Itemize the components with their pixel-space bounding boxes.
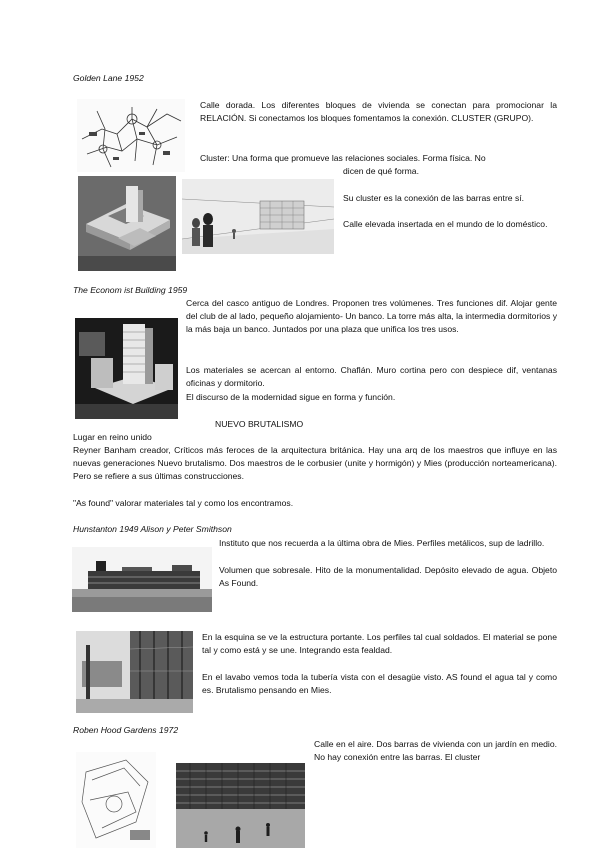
economist-paragraph-3: El discurso de la modernidad sigue en forma y función. [186,392,396,402]
hunstanton-paragraph-4: En el lavabo vemos toda la tubería vista con el desagüe visto. AS found el agua tal y como es. Brutalismo pensando en Mies. [202,672,557,696]
robin-hood-courtyard-photo [176,763,305,848]
hunstanton-paragraph-2: Volumen que sobresale. Hito de la monumentalidad. Depósito elevado de agua. Objeto As Found. [219,565,557,589]
heading-hunstanton: Hunstanton 1949 Alison y Peter Smithson [73,524,232,534]
economist-paragraph-2: Los materiales se acercan al entorno. Chaflán. Muro cortina pero con despiece dif, ventanas oficinas y dormitorio. [186,365,557,389]
robin-hood-site-drawing [76,752,156,848]
brutalismo-location: Lugar en reino unido [73,432,152,442]
brutalismo-as-found: "As found" valorar materiales tal y como los encontramos. [73,498,294,508]
golden-lane-paragraph-2b: dicen de qué forma. [343,166,419,176]
golden-lane-model-photo [78,176,176,271]
golden-lane-paragraph-3: Su cluster es la conexión de las barras entre sí. [343,193,525,203]
heading-nuevo-brutalismo: NUEVO BRUTALISMO [215,419,304,429]
economist-paragraph-1: Cerca del casco antiguo de Londres. Proponen tres volúmenes. Tres funciones dif. Alojar gente del club de al lado, pequeño alojamiento- Un banco. La torre más alta, la intermedia dormitorios y la más baja un banco. Juntados por una plaza que unifica los tres usos. [186,298,557,335]
robin-hood-paragraph-1: Calle en el aire. Dos barras de vivienda con un jardín en medio. No hay conexión entre las barras. El cluster [314,739,557,763]
golden-lane-paragraph-2a: Cluster: Una forma que promueve las relaciones sociales. Forma física. No [200,153,486,163]
brutalismo-paragraph-1: Reyner Banham creador, Críticos más feroces de la arquitectura británica. Hay una arq de los maestros que influye en las nuevas generaciones Nuevo brutalismo. Dos maestros de le corbusier (unite y hormigón) y Mies (producción norteamericana). Pero se refiere a sus últimas construcciones. [73,445,557,482]
golden-lane-site-plan-image [77,99,185,172]
golden-lane-paragraph-4: Calle elevada insertada en el mundo de lo doméstico. [343,219,548,229]
economist-building-model-photo [75,318,178,419]
hunstanton-school-photo [72,547,212,612]
heading-robin-hood-gardens: Roben Hood Gardens 1972 [73,725,179,735]
golden-lane-paragraph-1: Calle dorada. Los diferentes bloques de vivienda se conectan para promocionar la RELACIÓN. Si conectamos los bloques fomentamos la conexión. CLUSTER (GRUPO). [200,100,557,124]
hunstanton-corner-structure-photo [76,631,193,713]
heading-economist-building: The Econom ist Building 1959 [73,285,188,295]
hunstanton-paragraph-1: Instituto que nos recuerda a la última obra de Mies. Perfiles metálicos, sup de ladrillo. [219,538,545,548]
hunstanton-paragraph-3: En la esquina se ve la estructura portante. Los perfiles tal cual soldados. El material se pone tal y como está y se une. Integrando esta fealdad. [202,632,557,656]
heading-golden-lane: Golden Lane 1952 [73,73,144,83]
golden-lane-street-deck-sketch [182,179,334,254]
